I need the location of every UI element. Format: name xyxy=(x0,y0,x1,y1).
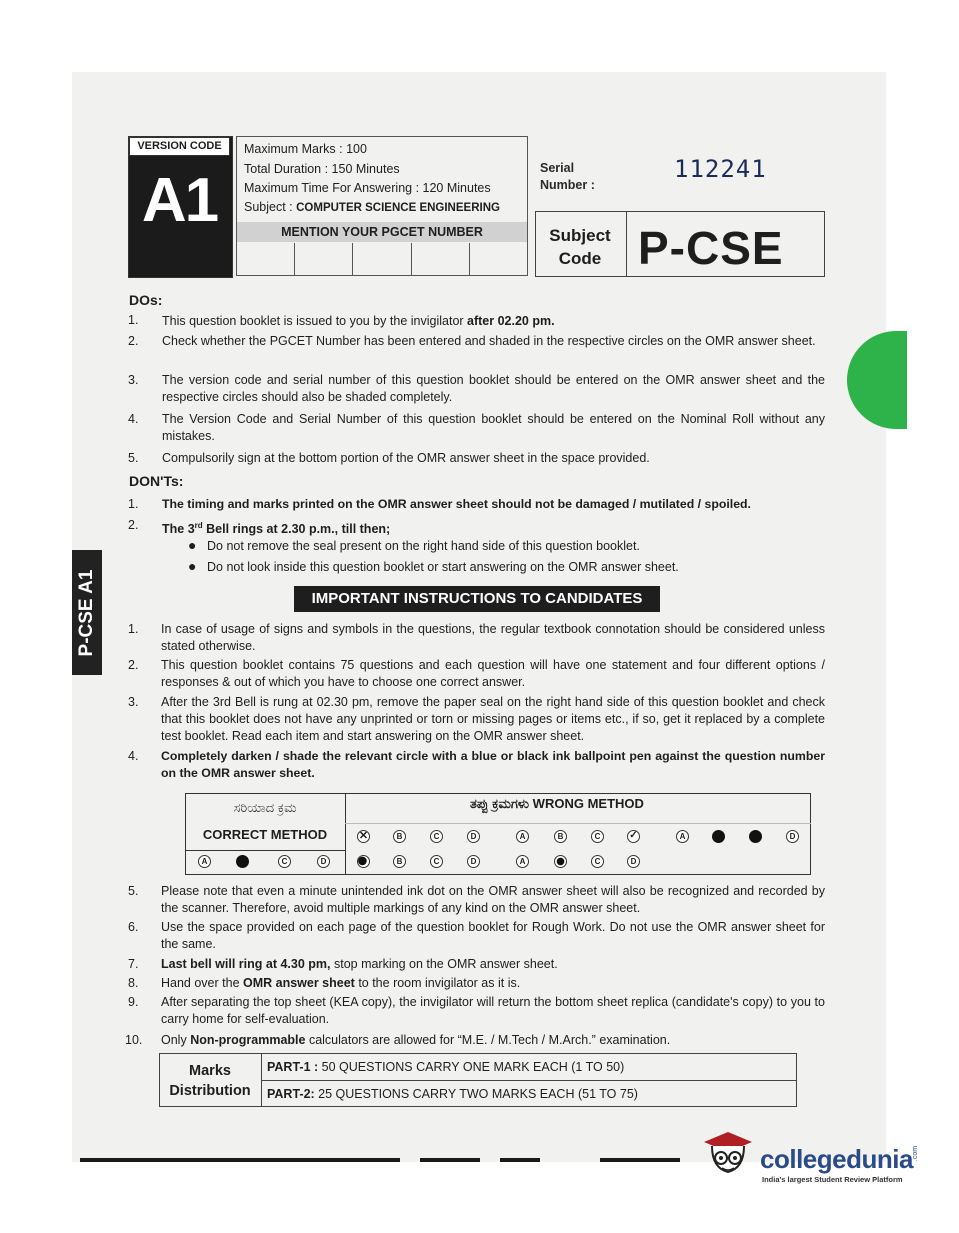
omr-bubble-d: D xyxy=(467,855,480,868)
collegedunia-logo-icon xyxy=(700,1128,756,1178)
omr-bubble-partial xyxy=(357,855,370,868)
correct-method-label: CORRECT METHOD xyxy=(202,827,328,842)
dos-item: The Version Code and Serial Number of this question booklet should be entered on the Nominal Roll without any mistakes. xyxy=(162,412,825,443)
wrong-method-label: ತಪ್ಪು ಕ್ರಮಗಳು WRONG METHOD xyxy=(470,796,644,811)
dos-item: Check whether the PGCET Number has been entered and shaded in the respective circles on the OMR answer sheet. xyxy=(162,334,816,348)
omr-bubble-b: B xyxy=(393,855,406,868)
dos-item: The version code and serial number of this question booklet should be entered on the OMR answer sheet and the respective circles should also be shaded completely. xyxy=(162,373,825,404)
instruction-item: After separating the top sheet (KEA copy), the invigilator will return the bottom sheet replica (candidate's copy) to you to carry home for self-evaluation. xyxy=(161,995,825,1026)
donts-bullet: Do not remove the seal present on the right hand side of this question booklet. xyxy=(207,539,640,553)
bottom-edge-line xyxy=(600,1158,680,1162)
instruction-item: Hand over the OMR answer sheet to the room invigilator as it is. xyxy=(161,976,521,990)
marks-part-1: PART-1 : 50 QUESTIONS CARRY ONE MARK EACH (1 TO 50) xyxy=(267,1060,625,1074)
side-version-tab: P-CSE A1 xyxy=(72,550,102,675)
dos-item: Compulsorily sign at the bottom portion of the OMR answer sheet in the space provided. xyxy=(162,451,650,465)
dos-heading: DOs: xyxy=(129,292,163,308)
instruction-item: This question booklet contains 75 questions and each question will have one statement and four different options / responses & out of which you have to choose one correct answer. xyxy=(161,658,825,689)
correct-method-kannada: ಸರಿಯಾದ ಕ್ರಮ xyxy=(233,800,297,815)
subject-code-label: Subject Code xyxy=(549,226,611,268)
instruction-item: Only Non-programmable calculators are allowed for “M.E. / M.Tech / M.Arch.” examination. xyxy=(161,1033,671,1047)
omr-bubble-crossed: ✕ xyxy=(358,830,369,842)
subject-line: Subject : COMPUTER SCIENCE ENGINEERING xyxy=(244,200,500,214)
serial-number: 112241 xyxy=(674,155,767,183)
omr-bubble-c: C xyxy=(591,830,604,843)
pgcet-number-label: MENTION YOUR PGCET NUMBER xyxy=(237,222,527,242)
instruction-item: After the 3rd Bell is rung at 02.30 pm, remove the paper seal on the right hand side of this question booklet and check that this booklet does not have any unprinted or torn or missing pages or items etc., if so, get it replaced by a complete test booklet. Read each item and start answering on the OMR answer sheet. xyxy=(161,695,825,743)
donts-item: The 3rd Bell rings at 2.30 p.m., till then; xyxy=(162,521,391,537)
brand-domain-suffix: .com xyxy=(912,1145,920,1162)
instruction-item: Completely darken / shade the relevant circle with a blue or black ink ballpoint pen against the question number on the OMR answer sheet. xyxy=(161,749,825,780)
omr-bubble-dot xyxy=(554,855,567,868)
omr-bubble-b: B xyxy=(393,830,406,843)
instruction-item: Use the space provided on each page of the question booklet for Rough Work. Do not use the OMR answer sheet for the same. xyxy=(161,920,825,951)
omr-bubble-tick: ✓ xyxy=(627,830,640,843)
donts-bullet: Do not look inside this question booklet or start answering on the OMR answer sheet. xyxy=(207,560,679,574)
brand-tagline: India's largest Student Review Platform xyxy=(762,1175,903,1184)
omr-bubble-a: A xyxy=(198,855,211,868)
instructions-heading: IMPORTANT INSTRUCTIONS TO CANDIDATES xyxy=(294,586,660,612)
marks-distribution-label: Marks Distribution xyxy=(169,1063,251,1099)
donts-heading: DON'Ts: xyxy=(129,473,184,489)
omr-bubble-d: D xyxy=(786,830,799,843)
donts-item: The timing and marks printed on the OMR answer sheet should not be damaged / mutilated / spoiled. xyxy=(162,497,751,511)
omr-bubble-a: A xyxy=(516,830,529,843)
bottom-edge-line xyxy=(80,1158,400,1162)
version-code: A1 xyxy=(141,166,218,235)
omr-bubble-d: D xyxy=(627,855,640,868)
omr-bubble-filled xyxy=(236,855,249,868)
omr-bubble-c: C xyxy=(430,855,443,868)
omr-bubble-a: A xyxy=(676,830,689,843)
omr-bubble-c: C xyxy=(591,855,604,868)
omr-bubble-d: D xyxy=(467,830,480,843)
omr-bubble-a: A xyxy=(516,855,529,868)
max-answer-time: Maximum Time For Answering : 120 Minutes xyxy=(244,181,491,195)
omr-bubble-filled xyxy=(749,830,762,843)
collegedunia-brand-name: collegedunia xyxy=(760,1144,913,1174)
omr-bubble-filled xyxy=(712,830,725,843)
omr-bubble-c: C xyxy=(430,830,443,843)
serial-number-label: Serial Number : xyxy=(540,161,595,192)
bottom-edge-line xyxy=(500,1158,540,1162)
instruction-item: Last bell will ring at 4.30 pm, stop marking on the OMR answer sheet. xyxy=(161,957,558,971)
marks-part-2: PART-2: 25 QUESTIONS CARRY TWO MARKS EACH (51 TO 75) xyxy=(267,1087,638,1101)
pgcet-number-cells xyxy=(237,243,527,275)
subject-code: P-CSE xyxy=(638,222,784,274)
max-marks: Maximum Marks : 100 xyxy=(244,142,367,156)
dos-item: This question booklet is issued to you by the invigilator after 02.20 pm. xyxy=(162,314,555,328)
omr-bubble-c: C xyxy=(278,855,291,868)
instruction-item: Please note that even a minute unintended ink dot on the OMR answer sheet will also be recognized and recorded by the scanner. Therefore, avoid multiple markings of any kind on the OMR answer sheet. xyxy=(161,884,825,915)
omr-bubble-b: B xyxy=(554,830,567,843)
omr-bubble-d: D xyxy=(317,855,330,868)
instruction-item: In case of usage of signs and symbols in the questions, the regular textbook connotation should be considered unless stated otherwise. xyxy=(161,622,825,653)
version-code-label: VERSION CODE xyxy=(129,137,230,156)
bottom-edge-line xyxy=(420,1158,480,1162)
total-duration: Total Duration : 150 Minutes xyxy=(244,162,400,176)
